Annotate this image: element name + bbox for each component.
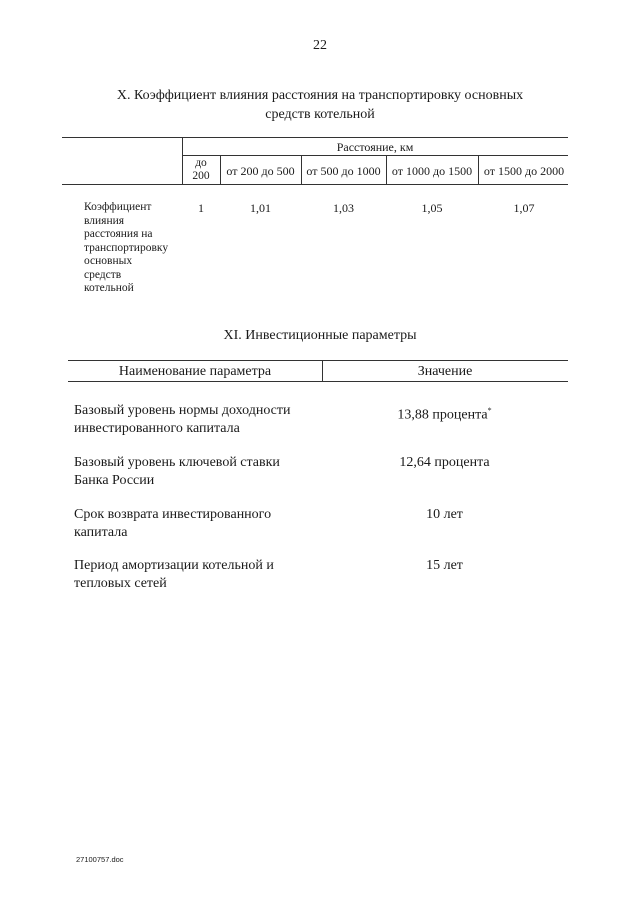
param-name-payback [74,506,334,542]
row-label-line: расстояния на [84,228,153,240]
param-name-return-rate [74,402,334,438]
col-header-200-500: от 200 до 500 [226,164,295,178]
col-header-upto-200-l2: 200 [192,170,210,182]
col-header-1000-1500: от 1000 до 1500 [391,164,473,178]
param-name-line: Базовый уровень нормы доходности [74,403,291,418]
distance-header: Расстояние, км [336,140,414,154]
section-11-title: XI. Инвестиционные параметры [223,328,417,343]
param-name-key-rate [74,454,334,490]
row-label-line: средств [84,268,122,281]
params-top-rule [68,360,568,361]
value-500-1000: 1,03 [333,201,354,215]
table-group-rule [182,155,568,156]
col-header-upto-200 [182,157,220,183]
param-name-line: капитала [74,525,128,540]
col-header-param-value: Значение [417,364,473,379]
value-upto-200: 1 [198,201,204,215]
param-name-line: инвестированного капитала [74,421,240,436]
document-footer: 27100757.doc [76,855,124,864]
table-header-rule [62,184,568,185]
row-label-line: котельной [84,282,134,294]
value-1000-1500: 1,05 [421,201,443,215]
param-value-text: 13,88 процента [397,407,488,423]
col-header-1500-2000: от 1500 до 2000 [483,164,565,178]
row-label-line: основных [84,255,133,267]
param-name-line: Банка России [74,473,155,488]
param-name-line: Базовый уровень ключевой ставки [74,455,280,470]
section-10-title-line2: средств котельной [265,107,375,122]
param-value-return-rate [322,402,567,425]
param-value-payback: 10 лет [426,507,463,522]
row-label-line: Коэффициент [84,201,152,213]
table-top-rule [62,137,568,138]
value-200-500: 1,01 [250,201,271,215]
section-10-title-line1: X. Коэффициент влияния расстояния на транспортировку основных [116,88,524,103]
row-label-line: транспортировку [84,241,169,254]
page-number: 22 [313,38,327,53]
param-name-line: Период амортизации котельной и [74,558,274,573]
section-10-title [0,86,640,124]
row-label-line: влияния [84,214,125,227]
row-label-coefficient [84,201,184,296]
col-header-param-name: Наименование параметра [118,364,272,379]
param-name-depreciation [74,557,334,593]
col-header-500-1000: от 500 до 1000 [306,164,381,178]
param-name-line: Срок возврата инвестированного [74,507,272,522]
params-header-rule [68,381,568,382]
param-value-key-rate: 12,64 процента [399,455,490,470]
param-name-line: тепловых сетей [74,576,167,591]
footnote-mark: * [487,406,492,415]
value-1500-2000: 1,07 [513,201,535,215]
col-header-upto-200-l1: до [195,157,207,169]
param-value-depreciation: 15 лет [426,558,463,573]
